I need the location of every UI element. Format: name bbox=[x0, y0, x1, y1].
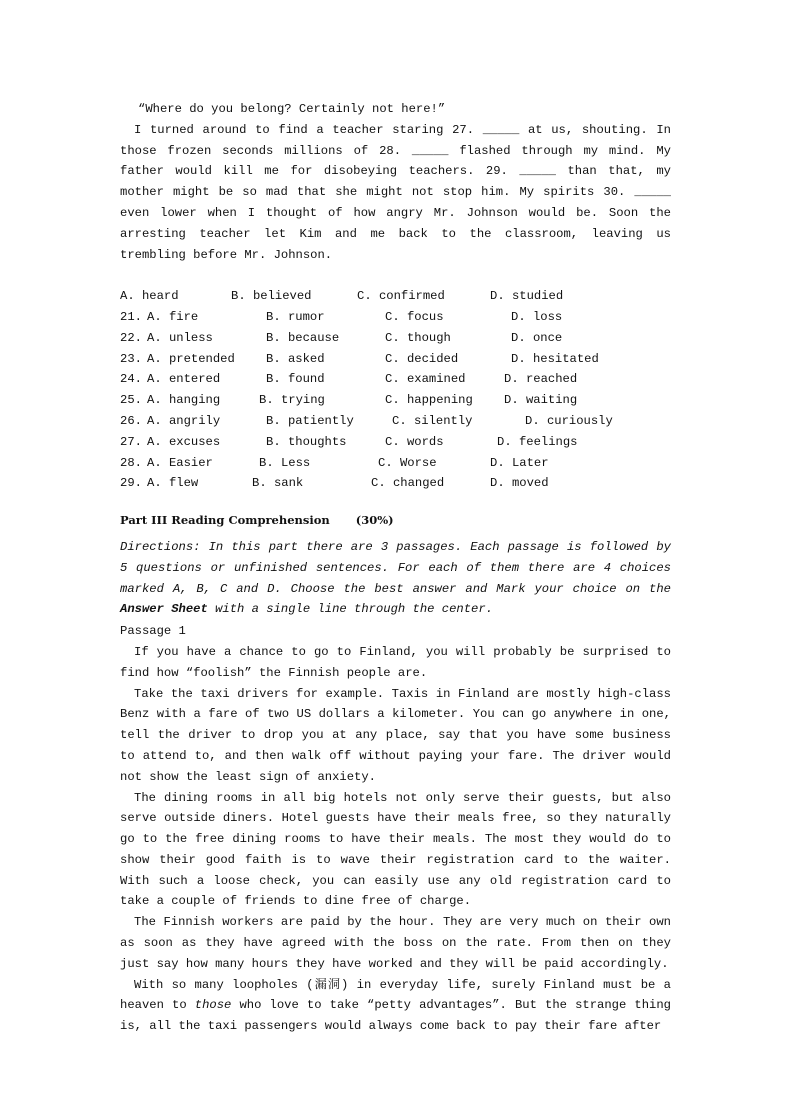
option-row bbox=[120, 369, 671, 390]
option-row bbox=[120, 286, 671, 307]
option-d: D. feelings bbox=[497, 434, 578, 449]
emphasis-word: those bbox=[194, 998, 232, 1013]
option-a: A. excuses bbox=[147, 434, 221, 449]
option-a: A. fire bbox=[147, 309, 199, 324]
section-title: Part III Reading Comprehension bbox=[120, 513, 330, 528]
option-a: A. flew bbox=[147, 476, 199, 491]
option-d: D. curiously bbox=[525, 413, 613, 428]
option-a: A. angrily bbox=[147, 413, 221, 428]
question-number: 21. bbox=[120, 309, 142, 324]
option-c: C. words bbox=[385, 434, 444, 449]
option-row bbox=[120, 411, 671, 432]
option-row bbox=[120, 432, 671, 453]
passage-paragraph: The Finnish workers are paid by the hour. They are very much on their own as soon as they have agreed with the boss on the rate. From then on they just say how many hours they have worked and they will be paid accordingly. bbox=[120, 915, 671, 971]
directions-text-end: with a single line through the center. bbox=[207, 602, 493, 617]
option-a: A. entered bbox=[147, 372, 221, 387]
passage-label: Passage 1 bbox=[120, 624, 186, 639]
option-d: D. waiting bbox=[504, 393, 578, 408]
option-d: D. reached bbox=[504, 372, 578, 387]
passage-paragraph: If you have a chance to go to Finland, you will probably be surprised to find how “foolish” the Finnish people are. bbox=[120, 644, 671, 680]
option-b: B. trying bbox=[259, 393, 325, 408]
option-b: B. asked bbox=[266, 351, 325, 366]
option-b: B. found bbox=[266, 372, 325, 387]
option-row bbox=[120, 390, 671, 411]
paragraph-text-end: who love to take “petty advantages”. But the strange thing is, all the taxi passengers would always come back to pay their fare after bbox=[120, 998, 671, 1034]
passage-paragraph bbox=[120, 975, 671, 1037]
option-d: D. studied bbox=[490, 289, 564, 304]
directions bbox=[120, 537, 671, 620]
cloze-paragraph: I turned around to find a teacher staring 27. _____ at us, shouting. In those frozen seconds millions of 28. _____ flashed through my mind. My father would kill me for disobeying teachers. 29. _____ than that, my mother might be so mad that she might not stop him. My spirits 30. _____ even lower when I thought of how angry Mr. Johnson would be. Soon the arresting teacher let Kim and me back to the classroom, leaving us trembling before Mr. Johnson. bbox=[120, 122, 671, 262]
option-a: A. unless bbox=[147, 330, 213, 345]
option-b: B. Less bbox=[259, 455, 311, 470]
answer-sheet-label: Answer Sheet bbox=[120, 602, 208, 617]
option-a: A. heard bbox=[120, 289, 179, 304]
question-number: 28. bbox=[120, 455, 142, 470]
option-c: C. silently bbox=[392, 413, 473, 428]
option-row bbox=[120, 328, 671, 349]
passage-paragraph: Take the taxi drivers for example. Taxis in Finland are mostly high-class Benz with a fare of two US dollars a kilometer. You can go anywhere in one, tell the driver to drop you at any place, say that you have some business to attend to, and then walk off without paying your fare. The driver would not show the least sign of anxiety. bbox=[120, 686, 671, 784]
paragraph-text: With so many loopholes (漏洞) in everyday life, surely Finland must be a heaven to bbox=[120, 977, 671, 1013]
option-d: D. hesitated bbox=[511, 351, 599, 366]
option-d: D. loss bbox=[511, 309, 563, 324]
option-d: D. Later bbox=[490, 455, 549, 470]
question-number: 29. bbox=[120, 476, 142, 491]
option-row bbox=[120, 473, 671, 494]
option-d: D. once bbox=[511, 330, 563, 345]
option-c: C. examined bbox=[385, 372, 466, 387]
document-page bbox=[120, 99, 671, 1037]
option-c: C. decided bbox=[385, 351, 459, 366]
option-c: C. confirmed bbox=[357, 289, 445, 304]
directions-text: Directions: In this part there are 3 passages. Each passage is followed by 5 questions or unfinished sentences. For each of them there are 4 choices marked A, B, C and D. Choose the best answer and Mark your choice on the bbox=[120, 539, 671, 596]
options-list bbox=[120, 286, 671, 494]
option-c: C. focus bbox=[385, 309, 444, 324]
question-number: 24. bbox=[120, 372, 142, 387]
option-b: B. believed bbox=[231, 289, 312, 304]
option-c: C. though bbox=[385, 330, 451, 345]
option-b: B. rumor bbox=[266, 309, 325, 324]
section-score: (30%) bbox=[355, 513, 394, 528]
option-d: D. moved bbox=[490, 476, 549, 491]
question-number: 27. bbox=[120, 434, 142, 449]
question-number: 26. bbox=[120, 413, 142, 428]
option-c: C. Worse bbox=[378, 455, 437, 470]
option-row bbox=[120, 307, 671, 328]
option-c: C. happening bbox=[385, 393, 473, 408]
option-b: B. patiently bbox=[266, 413, 354, 428]
quote-line: “Where do you belong? Certainly not here!” bbox=[138, 102, 446, 116]
option-row bbox=[120, 349, 671, 370]
question-number: 25. bbox=[120, 393, 142, 408]
passage-paragraph: The dining rooms in all big hotels not only serve their guests, but also serve outside diners. Hotel guests have their meals free, so they naturally go to the free dining rooms to have their meals. The most they would do to show their good faith is to wave their registration card to the waiter. With such a loose check, you can easily use any old registration card to take a couple of friends to dine free of charge. bbox=[120, 790, 671, 909]
option-a: A. Easier bbox=[147, 455, 213, 470]
question-number: 22. bbox=[120, 330, 142, 345]
option-row bbox=[120, 453, 671, 474]
option-a: A. pretended bbox=[147, 351, 235, 366]
option-b: B. thoughts bbox=[266, 434, 347, 449]
option-b: B. because bbox=[266, 330, 340, 345]
section-heading bbox=[120, 510, 671, 531]
question-number: 23. bbox=[120, 351, 142, 366]
option-c: C. changed bbox=[371, 476, 445, 491]
option-a: A. hanging bbox=[147, 393, 221, 408]
option-b: B. sank bbox=[252, 476, 304, 491]
spacer bbox=[120, 265, 671, 286]
